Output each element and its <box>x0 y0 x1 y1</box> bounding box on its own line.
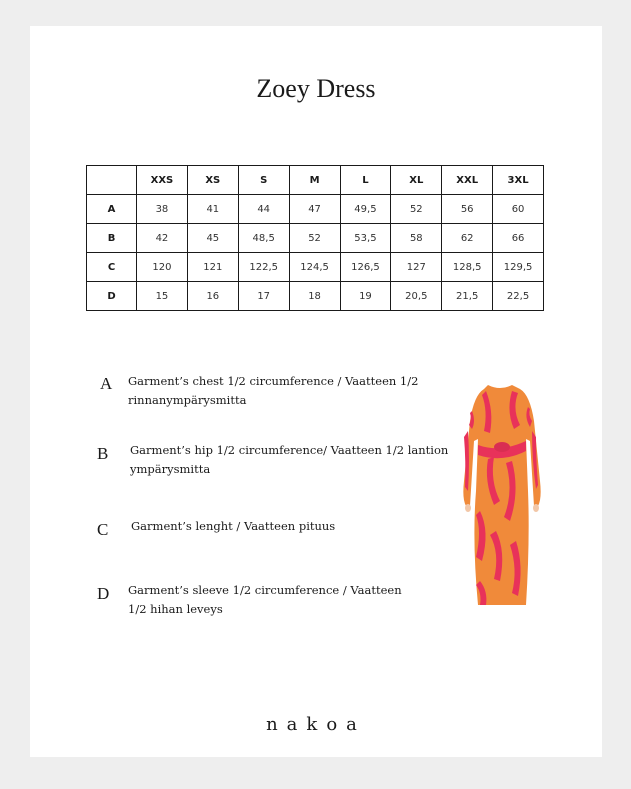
legend-letter: D <box>97 584 110 603</box>
legend-description <box>128 581 402 619</box>
table-cell: 20,5 <box>391 282 442 311</box>
size-header: L <box>340 166 391 195</box>
row-label: B <box>87 224 137 253</box>
size-header: XXS <box>137 166 188 195</box>
table-cell: 66 <box>493 224 544 253</box>
legend-line: ympärysmitta <box>130 462 211 476</box>
legend-line: Garment’s sleeve 1/2 circumference / Vaatteen <box>128 583 402 597</box>
legend-description <box>130 441 448 479</box>
legend-letter: A <box>100 374 113 393</box>
table-cell: 41 <box>187 195 238 224</box>
table-corner-cell <box>87 166 137 195</box>
table-cell: 42 <box>137 224 188 253</box>
table-cell: 127 <box>391 253 442 282</box>
size-header: XXL <box>442 166 493 195</box>
legend-description <box>128 372 418 410</box>
row-label: A <box>87 195 137 224</box>
legend-line: rinnanympärysmitta <box>128 393 247 407</box>
table-cell: 16 <box>187 282 238 311</box>
legend-line: Garment’s hip 1/2 circumference/ Vaatteen 1/2 lantion <box>130 443 449 457</box>
legend-description <box>131 517 335 536</box>
table-cell: 60 <box>493 195 544 224</box>
table-cell: 38 <box>137 195 188 224</box>
legend-letter: B <box>97 444 109 463</box>
table-header-row <box>87 166 544 195</box>
table-cell: 21,5 <box>442 282 493 311</box>
table-row <box>87 195 544 224</box>
table-row <box>87 282 544 311</box>
legend-line: Garment’s chest 1/2 circumference / Vaatteen 1/2 <box>128 374 419 388</box>
brand-logo: nakoa <box>266 714 366 735</box>
size-header: XS <box>187 166 238 195</box>
size-header: M <box>289 166 340 195</box>
table-cell: 52 <box>289 224 340 253</box>
table-cell: 121 <box>187 253 238 282</box>
table-cell: 45 <box>187 224 238 253</box>
table-cell: 53,5 <box>340 224 391 253</box>
table-cell: 52 <box>391 195 442 224</box>
table-cell: 47 <box>289 195 340 224</box>
table-cell: 129,5 <box>493 253 544 282</box>
dress-knot <box>494 442 510 452</box>
size-table <box>86 165 544 311</box>
table-cell: 49,5 <box>340 195 391 224</box>
table-row <box>87 253 544 282</box>
page-title: Zoey Dress <box>256 74 376 103</box>
table-cell: 48,5 <box>238 224 289 253</box>
row-label: C <box>87 253 137 282</box>
table-cell: 62 <box>442 224 493 253</box>
legend-letter: C <box>97 520 109 539</box>
size-header: S <box>238 166 289 195</box>
dress-image <box>450 381 550 611</box>
table-cell: 56 <box>442 195 493 224</box>
table-cell: 22,5 <box>493 282 544 311</box>
legend-line: Garment’s lenght / Vaatteen pituus <box>131 519 336 533</box>
table-cell: 18 <box>289 282 340 311</box>
size-chart-sheet <box>30 26 602 757</box>
table-cell: 15 <box>137 282 188 311</box>
table-cell: 128,5 <box>442 253 493 282</box>
table-cell: 126,5 <box>340 253 391 282</box>
size-header: XL <box>391 166 442 195</box>
row-label: D <box>87 282 137 311</box>
table-cell: 124,5 <box>289 253 340 282</box>
table-cell: 122,5 <box>238 253 289 282</box>
legend-line: 1/2 hihan leveys <box>128 602 223 616</box>
table-row <box>87 224 544 253</box>
table-cell: 120 <box>137 253 188 282</box>
table-cell: 44 <box>238 195 289 224</box>
table-cell: 19 <box>340 282 391 311</box>
table-cell: 58 <box>391 224 442 253</box>
table-cell: 17 <box>238 282 289 311</box>
size-header: 3XL <box>493 166 544 195</box>
